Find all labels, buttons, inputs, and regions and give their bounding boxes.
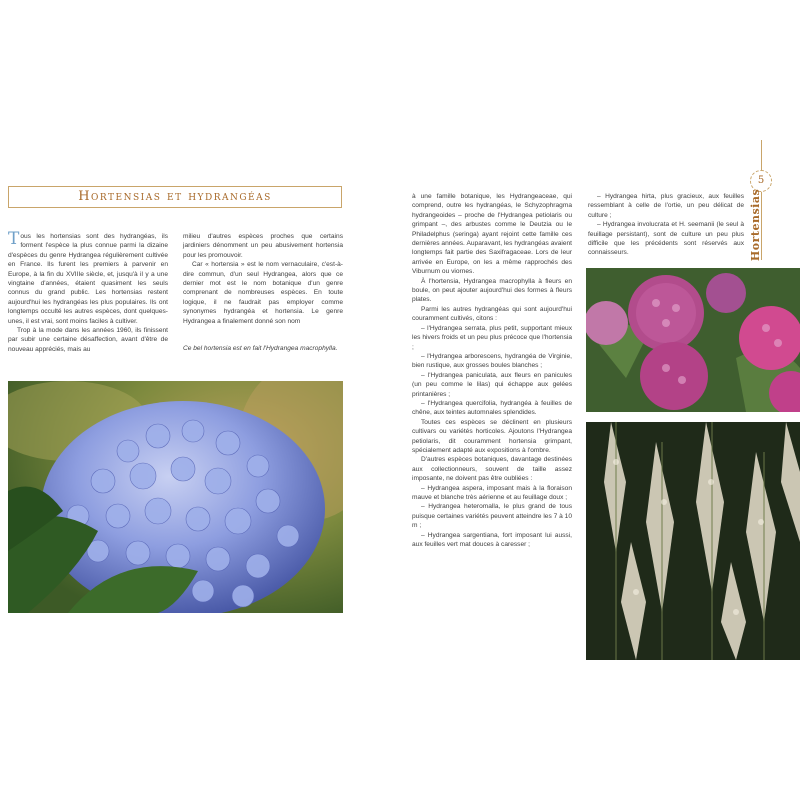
list-item: – Hydrangea hirta, plus gracieux, aux feuilles ressemblant à celle de l'ortie, un peu délicat de culture ; <box>588 193 744 219</box>
paragraph-intro <box>8 229 168 326</box>
pink-hydrangea-photo <box>586 268 800 412</box>
list-item: – l'Hydrangea quercifolia, hydrangéa à feuilles de chêne, aux teintes automnales splendides. <box>412 399 572 417</box>
paragraph: milieu d'autres espèces proches que certains jardiniers dénomment un peu abusivement hortensia pour les promouvoir. <box>183 233 343 259</box>
list-item: – Hydrangea sargentiana, fort imposant lui aussi, aux feuilles vert mat douces à caresser ; <box>412 531 572 549</box>
text-column-3 <box>412 192 572 549</box>
paragraph: Parmi les autres hydrangéas qui sont aujourd'hui couramment cultivés, citons : <box>412 305 572 323</box>
list-item: – l'Hydrangea paniculata, aux fleurs en panicules (un peu comme le lilas) qui échappe aux gelées printanières ; <box>412 371 572 398</box>
paragraph: D'autres espèces botaniques, davantage destinées aux collectionneurs, souvent de taille assez imposante, ne doivent pas être oubliées : <box>412 456 572 483</box>
list-item: – Hydrangea involucrata et H. seemanii (le seul à feuillage persistant), sont de culture un peu plus difficile que les précédents sont réservés aux connaisseurs. <box>588 221 744 257</box>
pink-hydrangea-image <box>586 268 800 412</box>
blue-hydrangea-photo <box>8 381 343 613</box>
paragraph: à une famille botanique, les Hydrangeaceae, qui comprend, outre les hydrangéas, le Schyzophragma hydrangeoides – proche de l'Hydrangea petiolaris ou grimpant –, des arbustes comme le Deutzia ou le Philadelphus (seringa) ayant rejoint cette famille ces dernières années. Auparavant, les hydrangéas avaient longtemps fait partie des Saxifragaceae. Lors de leur arrivée en Europe, on les a même rapprochés des Viburnum ou viornes. <box>412 193 572 276</box>
white-hydrangea-image <box>586 422 800 660</box>
list-item: – l'Hydrangea serrata, plus petit, supportant mieux les hivers froids et un peu plus précoce que l'hortensia ; <box>412 324 572 351</box>
list-item: – l'Hydrangea arborescens, hydrangéa de Virginie, bien rustique, aux grosses boules blanches ; <box>412 352 572 370</box>
text-column-1 <box>8 229 168 354</box>
section-title-box <box>8 186 342 208</box>
paragraph: Car « hortensia » est le nom vernaculaire, c'est-à-dire commun, d'un seul Hydrangea, alors que ce dernier mot est le nom botanique d'un genre comprenant de nombreuses espèces. En toute logique, il ne faudrait pas employer comme synonymes hydrangéa et hortensia. Le genre Hydrangea a finalement donné son nom <box>183 261 343 325</box>
paragraph: Trop à la mode dans les années 1960, ils finissent par subir une certaine désaffection, avant d'être de nouveau appréciés, mais au <box>8 327 168 353</box>
paragraph: Toutes ces espèces se déclinent en plusieurs cultivars ou variétés horticoles. Ajoutons l'Hydrangea petiolaris, dit couramment hortensia grimpant, spécialement adapté aux expositions à l'ombre. <box>412 418 572 454</box>
drop-cap: T <box>8 229 20 249</box>
page-title: Hortensias et hydrangéas <box>78 189 272 204</box>
paragraph: À l'hortensia, Hydrangea macrophylla à fleurs en boule, on peut ajouter aujourd'hui des formes à fleurs plates. <box>412 277 572 304</box>
list-item: – Hydrangea heteromalla, le plus grand de tous puisque certaines variétés peuvent atteindre les 7 à 10 m ; <box>412 503 572 530</box>
photo-caption: Ce bel hortensia est en fait l'Hydrangea macrophylla. <box>183 345 338 353</box>
list-item: – Hydrangea aspera, imposant mais à la floraison mauve et blanche très aérienne et au feuillage doux ; <box>412 484 572 501</box>
blue-hydrangea-image <box>8 381 343 613</box>
white-hydrangea-photo <box>586 422 800 660</box>
paragraph-text: ous les hortensias sont des hydrangéas, ils forment l'espèce la plus connue parmi la dizaine d'espèces du genre Hydrangea régulièrement cultivée en France. Ils furent les premiers à parvenir en Europe, à la fin du XVIIIe siècle, et, jusqu'à il y a une vingtaine d'années, étaient quasiment les seuls connus du grand public. Les hortensias restent aujourd'hui les hydrangéas les plus populaires. Ils ont longtemps occulté les autres espèces, dont quelques-unes, il est vrai, sont moins faciles à cultiver. <box>8 233 168 325</box>
text-column-4 <box>588 192 744 258</box>
chapter-side-label: Hortensias <box>749 188 762 262</box>
page-number: 5 <box>750 170 772 192</box>
text-column-2 <box>183 232 343 353</box>
